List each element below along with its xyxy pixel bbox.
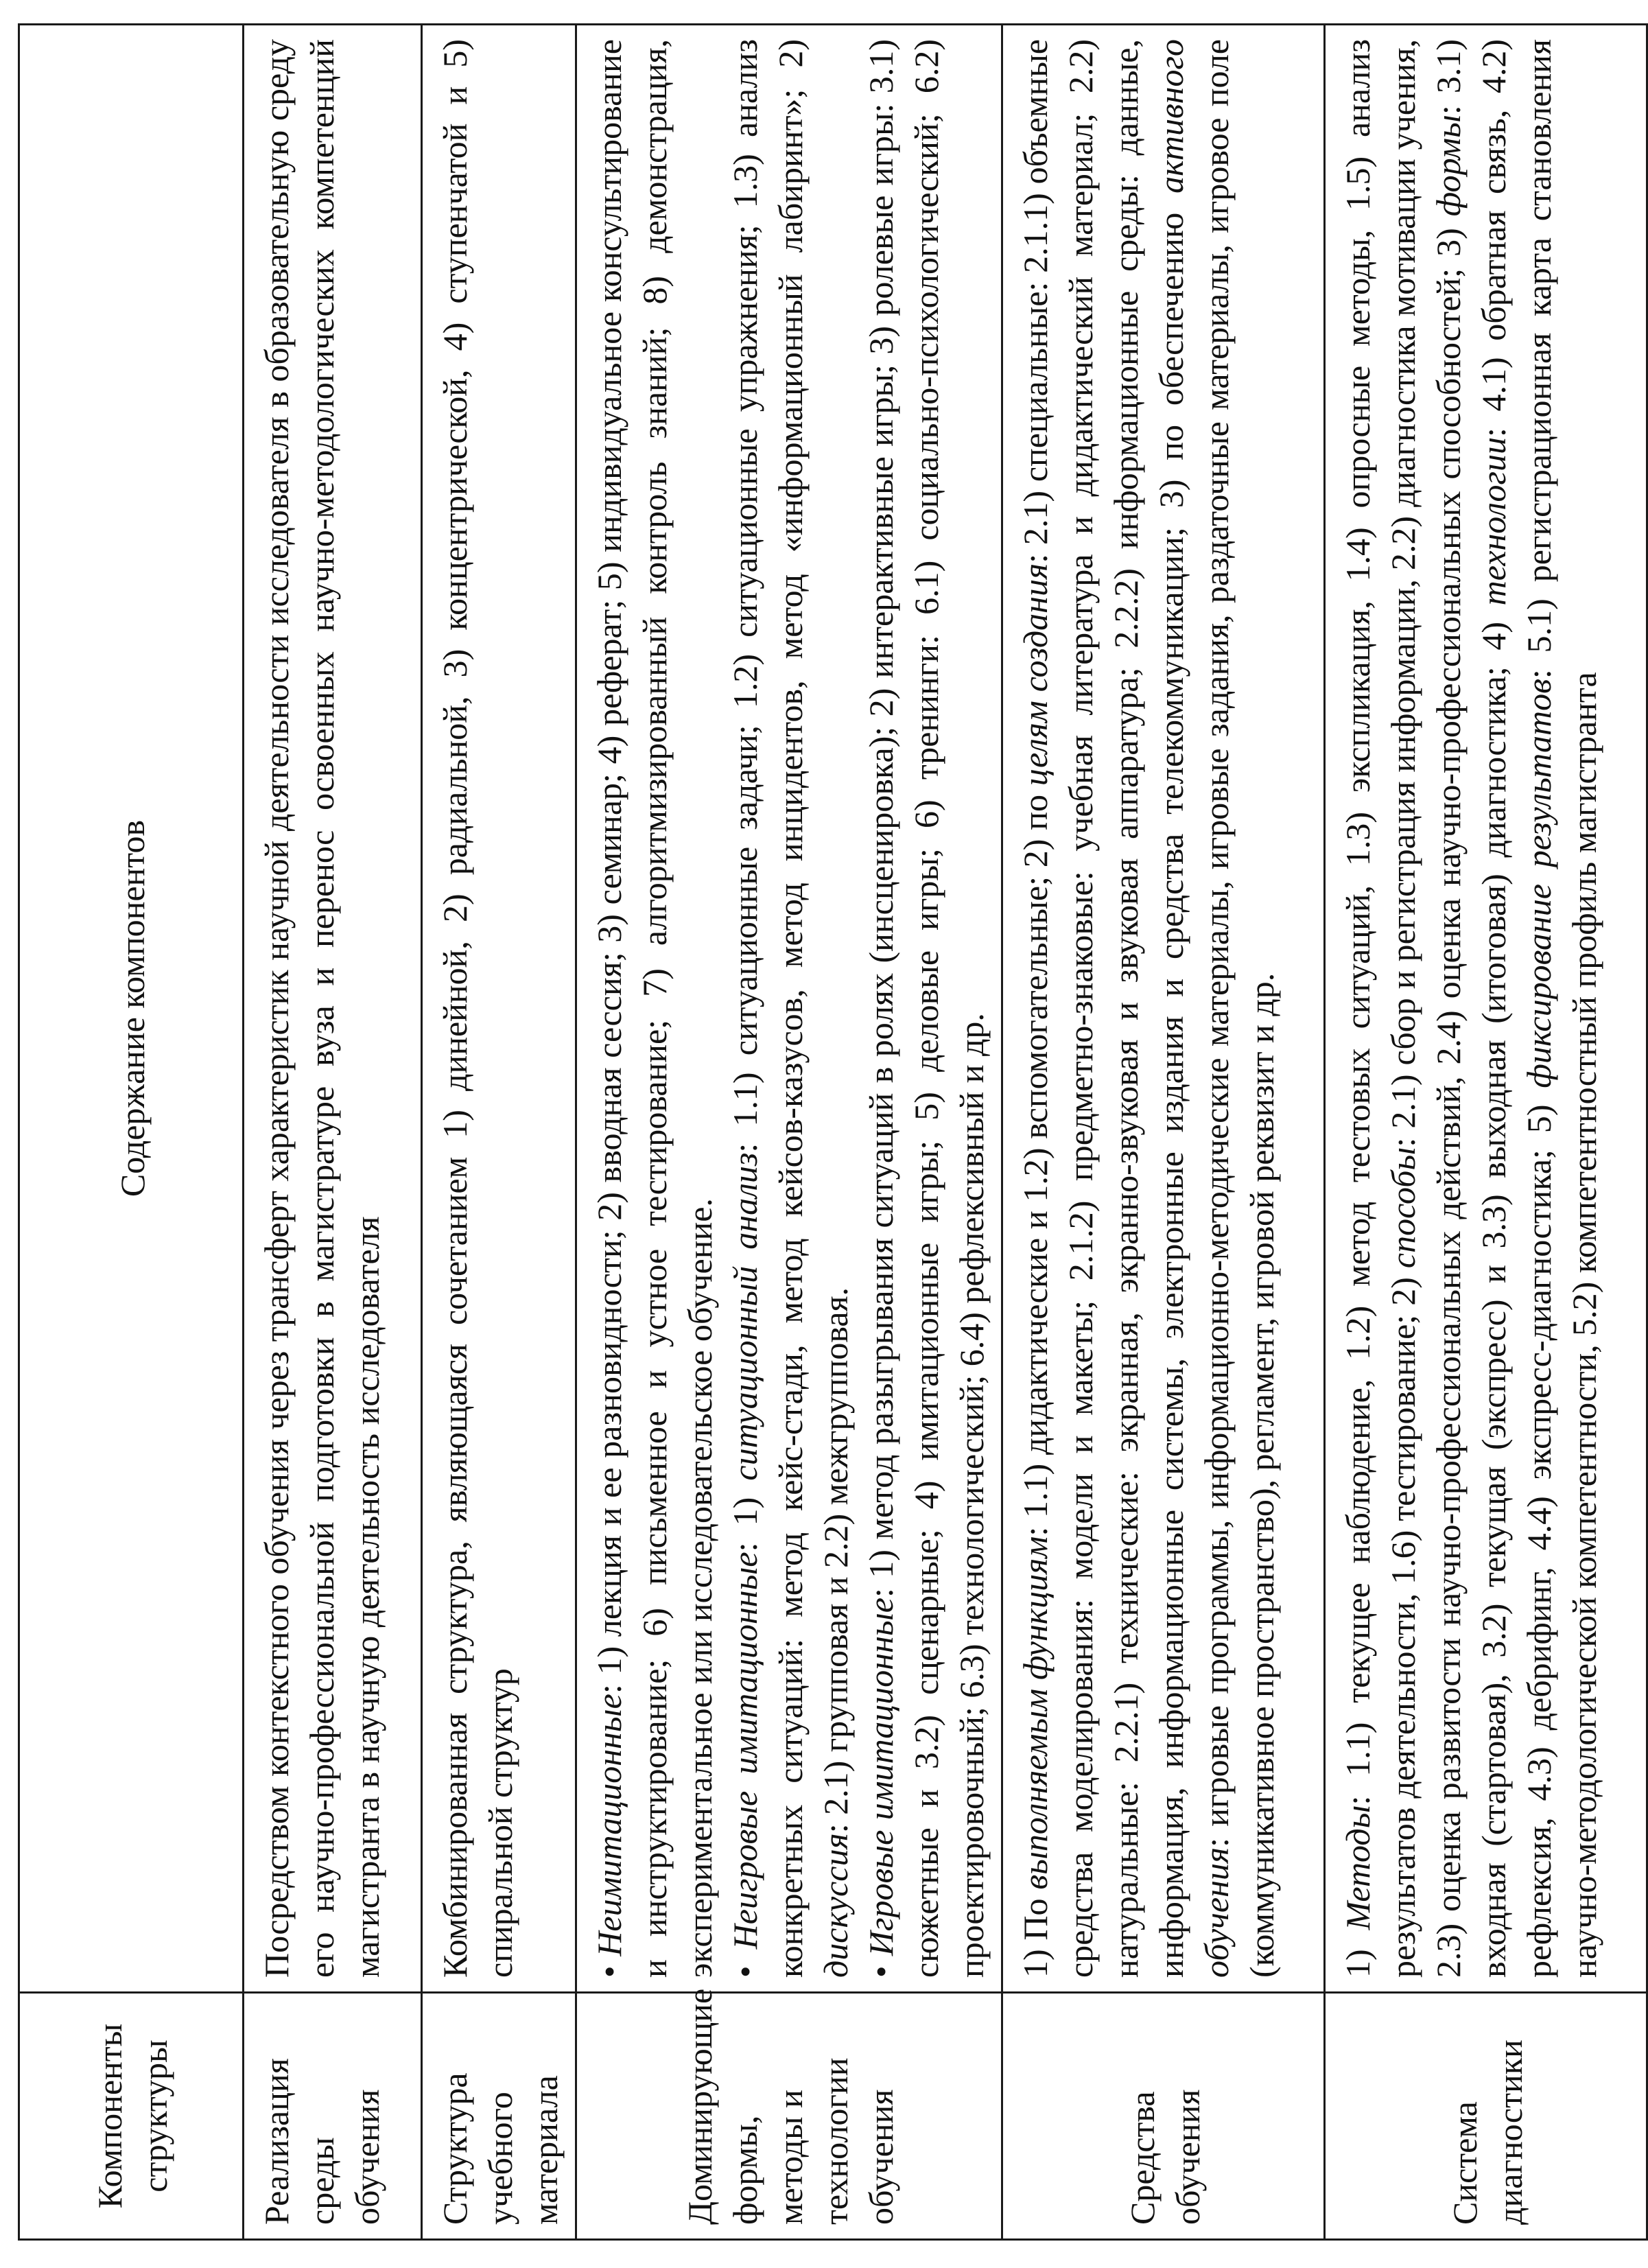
row-component-label: Реализация среды обучения [244,1993,422,2240]
row-component-label: Средства обучения [1002,1993,1325,2240]
content-text: : 3.1) входная (стартовая), 3.2) текущая (экспресс) и 3.3) выходная (итоговая) диагностика; 4) [1429,39,1513,1978]
content-text: 1) [1339,1930,1377,1978]
bullet-item [858,39,994,1978]
components-table [18,23,1648,2241]
row-component-label: Система диагностики [1325,1993,1647,2240]
table-row [244,25,422,2240]
content-text: : 1.1) текущее наблюдение, 1.2) метод тестовых ситуаций, 1.3) экспликация, 1.4) опросные методы, 1.5) анализ результатов деятельности, 1.6) тестирование; 2) [1339,39,1422,1978]
row-component-label: Доминирующие формы, методы и технологии обучения [576,1993,1002,2240]
header-content: Содержание компонентов [19,25,244,1993]
content-text: : 2.1) специальные: 2.1.1) объемные средства моделирования: модели и макеты; 2.1.2) предметно-знаковые: учебная литература и дидактический материал; 2.2) натуральные: 2.2.1) технические: экранная, экранно-звуковая и звуковая аппаратура; 2.2.2) информационные среды: данные, информация, информационные системы, электронные издания и средства телекоммуникации; 3) по обеспечению [1016,39,1190,1978]
content-text: : 5.1) регистрационная карта становления научно-методологической компетентности, 5.2) компетентностный профиль магистранта [1520,38,1603,1978]
content-text: 1) По [1016,1889,1055,1978]
bullet-label: Неигровые имитационные [726,1552,764,1950]
content-text: : 1.1) дидактические и 1.2) вспомогательные; 2) по [1016,786,1055,1536]
header-components: Компоненты структуры [19,1993,244,2240]
bullet-text: : 2.1) групповая и 2.2) межгрупповая. [816,1287,855,1834]
row-content [1325,25,1647,1993]
bullet-sublabel: дискуссия [816,1833,855,1978]
row-content: Комбинированная структура, являющаяся сочетанием 1) динейной, 2) радиальной, 3) концентрической, 4) ступенчатой и 5) спиральной структур [422,25,576,1993]
content-text: : 4.1) обратная связь, 4.2) рефлексия, 4.3) дебрифинг, 4.4) экспресс-диагностика; 5) [1474,38,1558,1978]
bullet-item [587,39,722,1978]
content-emphasis: способы [1384,1147,1422,1269]
table-row [422,25,576,2240]
content-emphasis: формы [1429,115,1468,217]
content-emphasis: активного обучения [1152,39,1236,1978]
bullet-label: Игровые имитационные [862,1598,900,1956]
bullet-label: Неимитационные [590,1694,628,1956]
bullet-text: : 1.1) ситуационные задачи; 1.2) ситуационные упражнения; 1.3) анализ конкретных ситуаций: метод кейс-стади, метод кейсов-казусов, метод инцидентов, метод «информационный лабиринт»; 2) [726,38,810,1978]
bullet-text: : 1) лекция и ее разновидности; 2) вводная сессия; 3) семинар; 4) реферат; 5) индивидуальное консультирование и инструктирование; 6) письменное и устное тестирование; 7) алгоритмизированный контроль знаний; 8) демонстрация, экспериментальное или исследовательское обучение. [590,39,719,1978]
content-emphasis: целям создания [1016,563,1055,786]
row-component-label: Структура учебного материала [422,1993,576,2240]
table-row [1325,25,1647,2240]
content-emphasis: Методы [1339,1805,1377,1930]
content-emphasis: технологии [1474,437,1513,606]
content-emphasis: выполняемым функциям [1016,1536,1055,1890]
table-row [1002,25,1325,2240]
content-text: : 2.1) сбор и регистрация информации, 2.2) диагностика мотивации учения, 2.3) оценка развитости научно-профессиональных действий, 2.4) оценка научно-профессиональных способностей; 3) [1384,39,1468,1978]
row-content: Посредством контекстного обучения через трансферт характеристик научной деятельности исследователя в образовательную среду его научно-профессиональной подготовки в магистратуре вуза и перенос освоенных научно-методологических компетенций магистранта в научную деятельность исследователя [244,25,422,1993]
content-emphasis: фиксирование результатов [1520,679,1558,1088]
row-content [576,25,1002,1993]
row-content [1002,25,1325,1993]
content-text: : игровые программы, информационно-методические материалы, игровые задания, раздаточные материалы, игровое поле (коммуникативное пространство), регламент, игровой реквизит и др. [1197,39,1281,1978]
bullet-text: : 1) метод разыгрывания ситуаций в ролях (инсценировка); 2) интерактивные игры; 3) ролевые игры: 3.1) сюжетные и 3.2) сценарные; 4) имитационные игры; 5) деловые игры; 6) тренинги: 6.1) социально-психологический; 6.2) проектировочный; 6.3) технологический; 6.4) рефлексивный и др. [862,39,991,1978]
table-header-row [19,25,244,2240]
bullet-item [722,39,858,1978]
bullet-sublabel: ситуационный анализ [726,1152,764,1481]
table-row [576,25,1002,2240]
bullet-text: : 1) [726,1480,764,1552]
